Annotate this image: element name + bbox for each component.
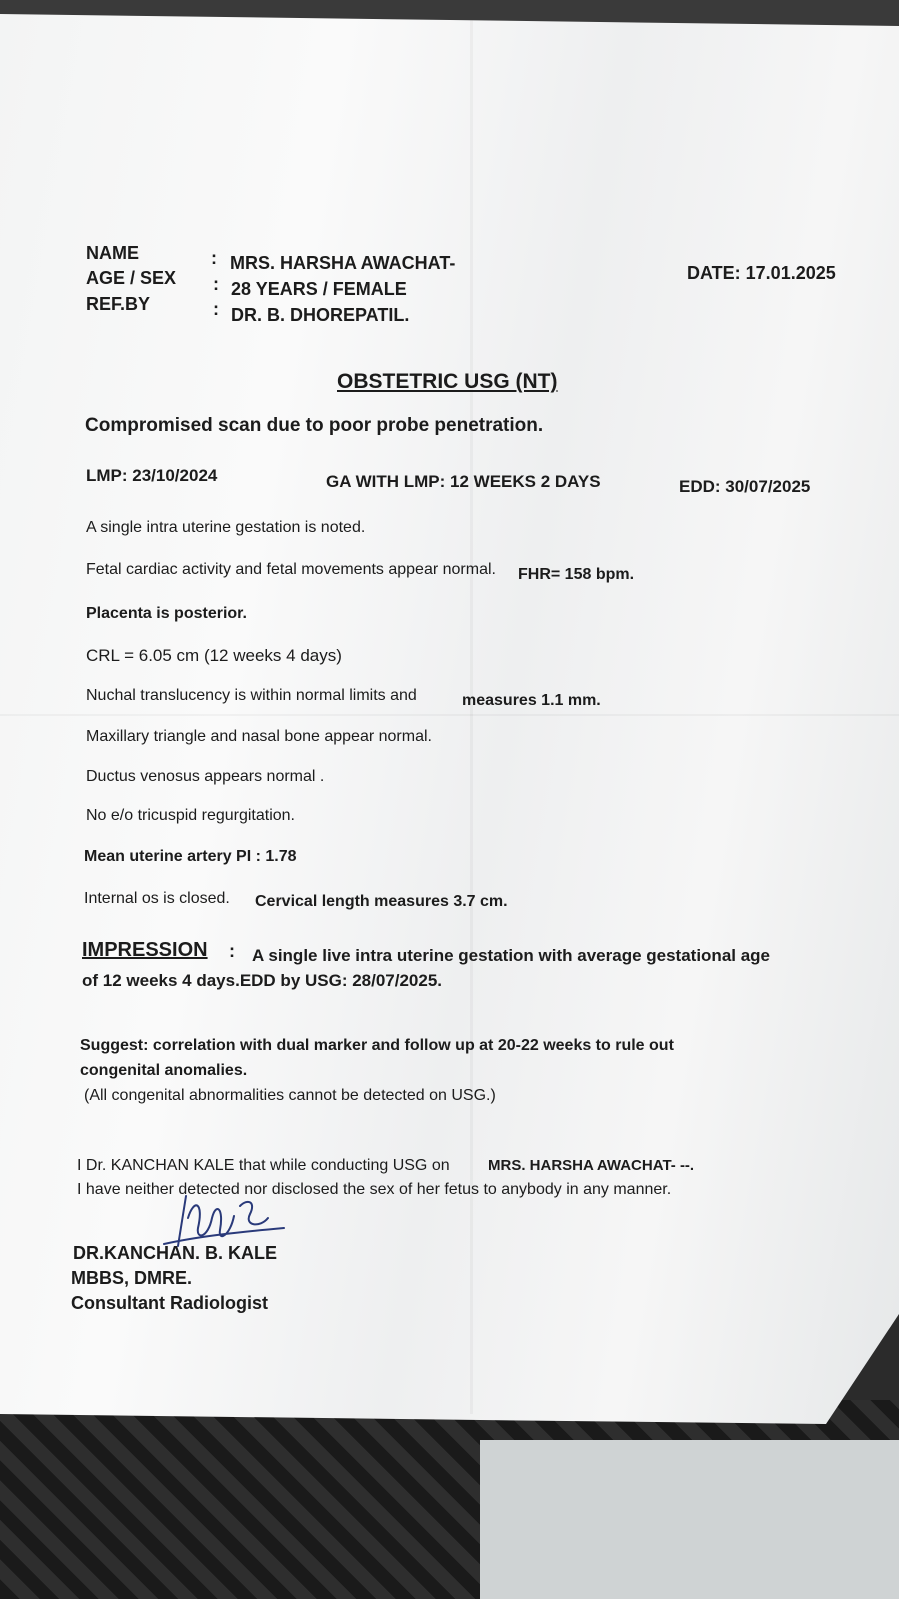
suggestion-line-1: Suggest: correlation with dual marker and follow up at 20-22 weeks to rule out bbox=[80, 1037, 674, 1054]
ref-separator: : bbox=[213, 299, 219, 319]
finding-nuchal-measure: measures 1.1 mm. bbox=[462, 692, 601, 709]
impression-label: IMPRESSION bbox=[82, 939, 208, 961]
report-sheet bbox=[0, 14, 899, 1424]
finding-tricuspid: No e/o tricuspid regurgitation. bbox=[86, 807, 295, 824]
finding-internal-os: Internal os is closed. bbox=[84, 890, 230, 907]
finding-uterine-artery: Mean uterine artery PI : 1.78 bbox=[84, 848, 297, 865]
edd: EDD: 30/07/2025 bbox=[679, 477, 811, 496]
finding-crl: CRL = 6.05 cm (12 weeks 4 days) bbox=[86, 646, 342, 665]
referring-doctor: DR. B. DHOREPATIL. bbox=[231, 305, 410, 325]
suggestion-note: (All congenital abnormalities cannot be detected on USG.) bbox=[84, 1087, 496, 1104]
impression-colon: : bbox=[229, 941, 235, 961]
report-date: DATE: 17.01.2025 bbox=[687, 263, 836, 283]
signatory-name: DR.KANCHAN. B. KALE bbox=[73, 1243, 277, 1263]
signatory-role: Consultant Radiologist bbox=[71, 1293, 268, 1313]
finding-fhr: FHR= 158 bpm. bbox=[518, 566, 635, 583]
suggestion-line-2: congenital anomalies. bbox=[80, 1062, 248, 1079]
declaration-line-1: I Dr. KANCHAN KALE that while conducting USG on bbox=[77, 1157, 450, 1174]
finding-placenta: Placenta is posterior. bbox=[86, 605, 247, 622]
finding-cardiac: Fetal cardiac activity and fetal movements appear normal. bbox=[86, 561, 496, 578]
name-label: NAME bbox=[86, 243, 139, 263]
scan-note: Compromised scan due to poor probe penetration. bbox=[85, 415, 544, 436]
age-label: AGE / SEX bbox=[86, 268, 177, 288]
name-separator: : bbox=[211, 248, 217, 268]
report-title: OBSTETRIC USG (NT) bbox=[337, 370, 558, 393]
age-separator: : bbox=[213, 274, 219, 294]
paper-crease bbox=[0, 714, 899, 716]
declaration-patient: MRS. HARSHA AWACHAT- --. bbox=[488, 1157, 695, 1174]
signatory-degree: MBBS, DMRE. bbox=[71, 1268, 192, 1288]
finding-nuchal: Nuchal translucency is within normal limits and bbox=[86, 687, 417, 704]
patient-age-sex: 28 YEARS / FEMALE bbox=[231, 279, 407, 299]
finding-ductus: Ductus venosus appears normal . bbox=[86, 768, 325, 785]
ref-label: REF.BY bbox=[86, 294, 151, 314]
lmp: LMP: 23/10/2024 bbox=[86, 466, 218, 485]
finding-cervical-length: Cervical length measures 3.7 cm. bbox=[255, 893, 508, 910]
finding-gestation: A single intra uterine gestation is noted. bbox=[86, 519, 366, 536]
ga-with-lmp: GA WITH LMP: 12 WEEKS 2 DAYS bbox=[326, 472, 601, 491]
patient-name: MRS. HARSHA AWACHAT- bbox=[230, 253, 456, 273]
finding-maxillary: Maxillary triangle and nasal bone appear normal. bbox=[86, 728, 432, 745]
background-floor-tile bbox=[480, 1440, 899, 1599]
impression-line-2: of 12 weeks 4 days.EDD by USG: 28/07/2025. bbox=[82, 971, 443, 990]
impression-line-1: A single live intra uterine gestation with average gestational age bbox=[252, 946, 771, 965]
declaration-line-2: I have neither detected nor disclosed the sex of her fetus to anybody in any manner. bbox=[77, 1181, 672, 1198]
